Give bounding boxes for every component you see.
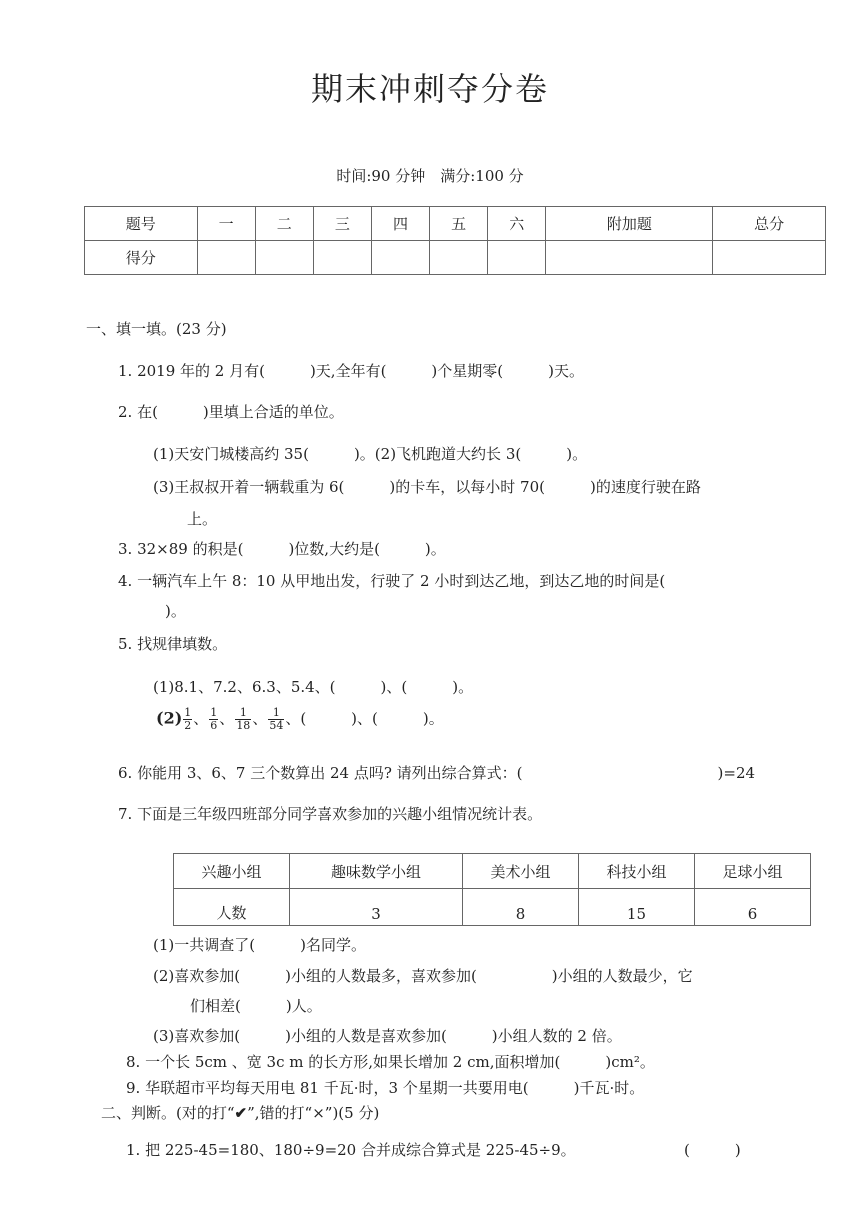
question-9: 9. 华联超市平均每天用电 81 千瓦·时，3 个星期一共要用电( )千瓦·时。 [126, 1079, 645, 1097]
table-cell: 足球小组 [694, 854, 810, 889]
score-cell[interactable] [197, 241, 255, 275]
score-cell[interactable] [371, 241, 429, 275]
page-title: 期末冲刺夺分卷 [310, 70, 549, 108]
table-cell: 科技小组 [578, 854, 694, 889]
fraction: $\frac{1}{6}$ [210, 706, 218, 732]
score-cell[interactable] [255, 241, 313, 275]
table-cell: 一 [197, 207, 255, 241]
question-7-part-1: (1)一共调查了( )名同学。 [153, 936, 366, 954]
table-cell: 兴趣小组 [174, 854, 290, 889]
question-5-part-1: (1)8.1、7.2、6.3、5.4、( )、( )。 [153, 678, 474, 696]
question-7: 7. 下面是三年级四班部分同学喜欢参加的兴趣小组情况统计表。 [118, 805, 543, 823]
score-cell[interactable] [430, 241, 488, 275]
question-1: 1. 2019 年的 2 月有( )天,全年有( )个星期零( )天。 [118, 362, 584, 380]
judge-answer-blank[interactable]: ( ) [684, 1141, 741, 1159]
table-cell: 趣味数学小组 [289, 854, 462, 889]
table-cell: 得分 [85, 241, 198, 275]
table-cell: 3 [289, 889, 462, 926]
interest-table-count-row [174, 889, 811, 926]
question-8: 8. 一个长 5cm 、宽 3c m 的长方形,如果长增加 2 cm,面积增加( )cm²。 [126, 1053, 655, 1071]
question-7-part-2-cont: 们相差( )人。 [190, 997, 322, 1015]
table-cell: 五 [430, 207, 488, 241]
score-table-header-row [85, 207, 826, 241]
score-cell[interactable] [713, 241, 826, 275]
question-4-cont: )。 [165, 602, 186, 620]
interest-table-header-row [174, 854, 811, 889]
table-cell: 四 [371, 207, 429, 241]
score-cell[interactable] [313, 241, 371, 275]
table-cell: 二 [255, 207, 313, 241]
question-2-part-3: (3)王叔叔开着一辆载重为 6( )的卡车，以每小时 70( )的速度行驶在路 [153, 478, 701, 496]
score-cell[interactable] [488, 241, 546, 275]
question-5: 5. 找规律填数。 [118, 635, 228, 653]
question-2: 2. 在( )里填上合适的单位。 [118, 403, 344, 421]
question-5-part-2: (2) $\frac{1}{2}$ 、 $\frac{1}{6}$ 、 $\frac{1}{18}$ 、 $\frac{1}{54}$ 、( )、( )。 [156, 706, 444, 732]
question-6: 6. 你能用 3、6、7 三个数算出 24 点吗? 请列出综合算式：( )=24 [118, 764, 756, 782]
check-mark-icon: ✔ [234, 1104, 248, 1122]
judge-question-1: 1. 把 225-45=180、180÷9=20 合并成综合算式是 225-45÷9。 [126, 1141, 576, 1159]
section-1-heading: 一、填一填。(23 分) [86, 320, 227, 338]
table-cell: 美术小组 [463, 854, 579, 889]
score-table [84, 206, 826, 275]
question-5-part-2-blanks: 、( )、( )。 [285, 709, 444, 728]
table-cell: 6 [694, 889, 810, 926]
question-7-part-3: (3)喜欢参加( )小组的人数是喜欢参加( )小组人数的 2 倍。 [153, 1027, 622, 1045]
part-label: (2) [156, 708, 183, 728]
table-cell: 8 [463, 889, 579, 926]
table-cell: 总分 [713, 207, 826, 241]
question-7-part-2: (2)喜欢参加( )小组的人数最多，喜欢参加( )小组的人数最少，它 [153, 967, 693, 985]
table-cell: 人数 [174, 889, 290, 926]
table-cell: 题号 [85, 207, 198, 241]
question-3: 3. 32×89 的积是( )位数,大约是( )。 [118, 540, 446, 558]
table-cell: 三 [313, 207, 371, 241]
fraction: $\frac{1}{54}$ [269, 706, 284, 732]
table-cell: 附加题 [546, 207, 713, 241]
table-cell: 15 [578, 889, 694, 926]
question-4: 4. 一辆汽车上午 8：10 从甲地出发，行驶了 2 小时到达乙地，到达乙地的时间是( [118, 572, 666, 590]
score-table-score-row [85, 241, 826, 275]
section-2-heading: 二、判断。(对的打“✔”,错的打“×”)(5 分) [101, 1104, 380, 1122]
question-2-part-1: (1)天安门城楼高约 35( )。(2)飞机跑道大约长 3( )。 [153, 445, 588, 463]
fraction: $\frac{1}{2}$ [184, 706, 192, 732]
table-cell: 六 [488, 207, 546, 241]
question-2-part-3-cont: 上。 [187, 510, 218, 528]
exam-info: 时间:90 分钟 满分:100 分 [336, 167, 524, 185]
fraction: $\frac{1}{18}$ [236, 706, 251, 732]
interest-group-table [173, 853, 811, 926]
score-cell[interactable] [546, 241, 713, 275]
